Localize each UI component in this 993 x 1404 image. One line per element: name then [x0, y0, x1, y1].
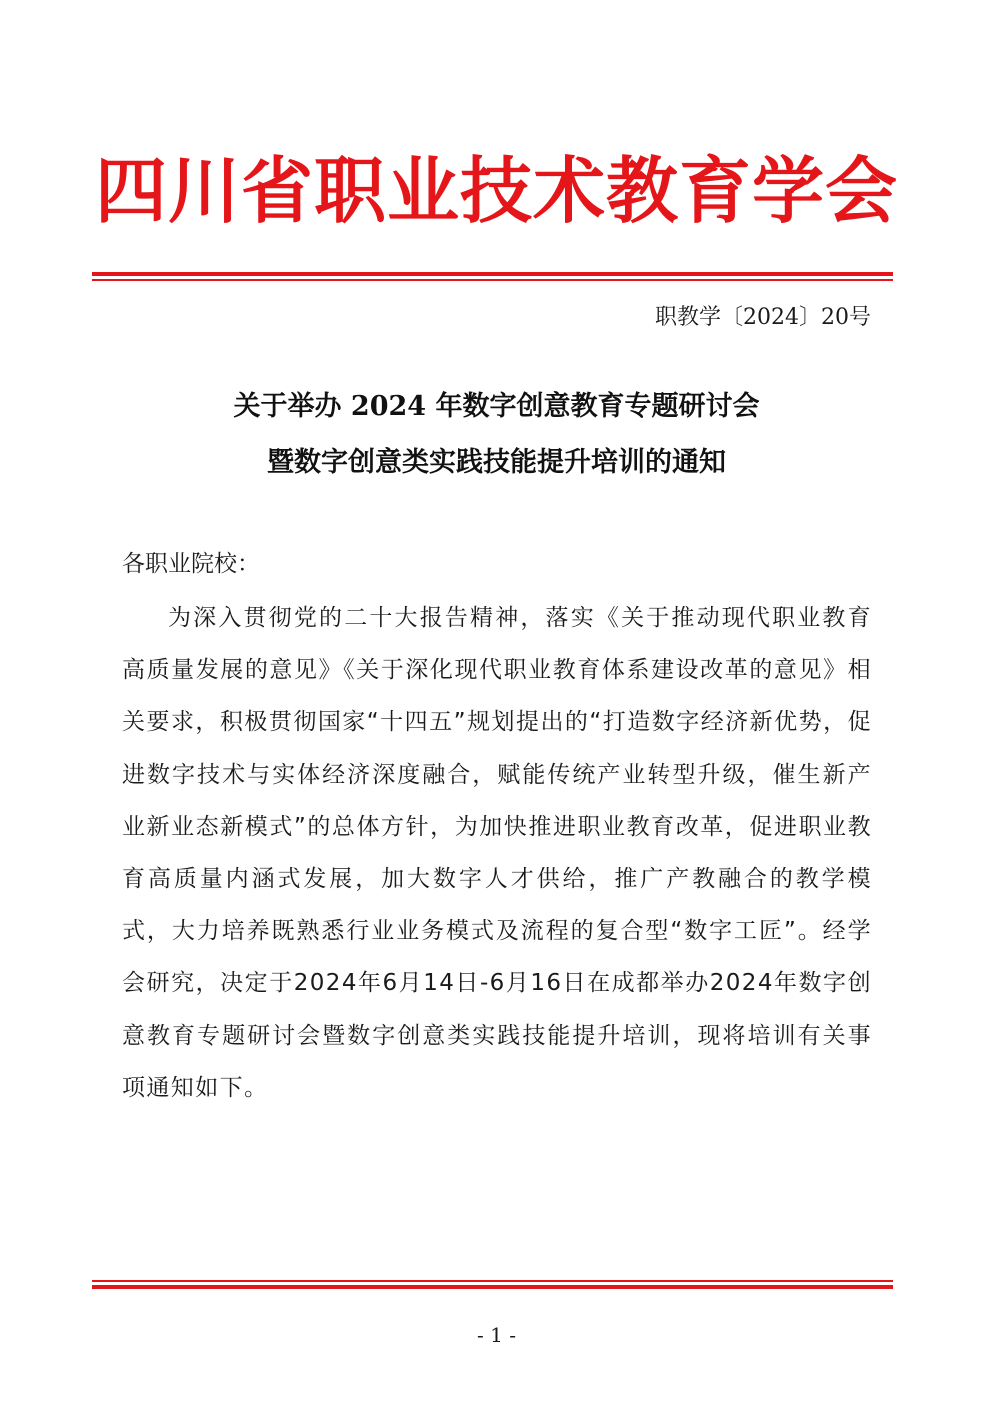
page-number: - 1 -: [477, 1323, 516, 1347]
document-title-line-1: 关于举办 2024 年数字创意教育专题研讨会: [233, 391, 760, 422]
organization-masthead: 四川省职业技术教育学会: [94, 148, 898, 233]
document-title-line-2: 暨数字创意类实践技能提升培训的通知: [267, 447, 726, 478]
header-divider-thin: [92, 279, 893, 281]
document-number: 职教学〔2024〕20号: [655, 305, 871, 330]
footer-divider-thick: [92, 1285, 893, 1289]
header-divider-thick: [92, 272, 893, 276]
body-paragraph: 为深入贯彻党的二十大报告精神，落实《关于推动现代职业教育高质量发展的意见》《关于深化现代职业教育体系建设改革的意见》相关要求，积极贯彻国家“十四五”规划提出的“打造数字经济新优势，促进数字技术与实体经济深度融合，赋能传统产业转型升级，催生新产业新业态新模式”的总体方针，为加快推进职业教育改革，促进职业教育高质量内涵式发展，加大数字人才供给，推广产教融合的教学模式，大力培养既熟悉行业业务模式及流程的复合型“数字工匠”。经学会研究，决定于2024年6月14日-6月16日在成都举办2024年数字创意教育专题研讨会暨数字创意类实践技能提升培训，现将培训有关事项通知如下。: [122, 605, 872, 1101]
salutation: 各职业院校：: [122, 551, 260, 577]
footer-divider-thin: [92, 1280, 893, 1282]
